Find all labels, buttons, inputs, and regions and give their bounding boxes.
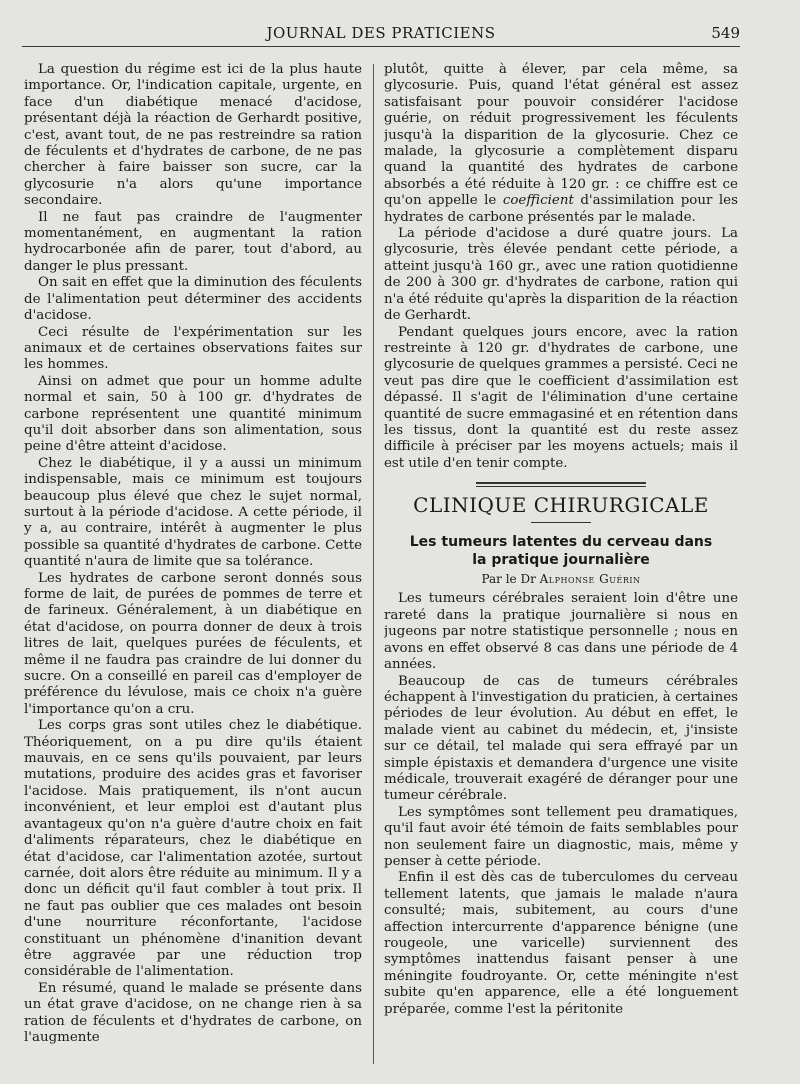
page-number: 549: [711, 24, 740, 42]
left-column: [24, 62, 362, 1072]
article-title: [394, 533, 728, 569]
paragraph: Il ne faut pas craindre de l'augmenter momentanément, en augmentant la ration hydrocarbonée afin de parer, tout d'abord, au danger le plus pressant.: [24, 209, 362, 274]
paragraph: On sait en effet que la diminution des féculents de l'alimentation peut déterminer des accidents d'acidose.: [24, 275, 362, 324]
page-header: [22, 20, 740, 47]
paragraph: Les hydrates de carbone seront donnés sous forme de lait, de purées de pommes de terre et de farineux. Généralement, à un diabétique en état d'acidose, on pourra donner de deux à trois litres de lait, quelques purées de féculents, et même il ne faudra pas craindre de lui donner du sucre. On a conseillé en pareil cas d'employer de préférence du lévulose, mais ce choix n'a guère l'importance qu'on a cru.: [24, 570, 362, 717]
paragraph: Ainsi on admet que pour un homme adulte normal et sain, 50 à 100 gr. d'hydrates de carbone représentent une quantité minimum qu'il doit absorber dans son alimentation, sous peine d'être atteint d'acidose.: [24, 373, 362, 455]
section-rule: [531, 522, 591, 524]
paragraph: Les symptômes sont tellement peu dramatiques, qu'il faut avoir été témoin de faits semblables pour non seulement faire un diagnostic, mais, même y penser à cette période.: [384, 804, 738, 869]
paragraph-text: d'assimilation pour les hydrates de carbone présentés par le malade.: [384, 193, 738, 225]
italic-term: coefficient: [502, 193, 574, 209]
byline-prefix: Par le Dr: [481, 572, 536, 587]
paragraph: Les corps gras sont utiles chez le diabétique. Théoriquement, on a pu dire qu'ils étaient mauvais, en ce sens qu'ils pouvaient, par leurs mutations, produire des acides gras et favoriser l'acidose. Mais pratiquement, ils n'ont aucun inconvénient, et leur emploi est d'autant plus avantageux qu'on n'a guère d'autre choix en fait d'aliments réparateurs, chez le diabétique en état d'acidose, car l'alimentation azotée, surtout carnée, doit alors être réduite au minimum. Il y a donc un déficit qu'il faut combler à tout prix. Il ne faut pas oublier que ces malades ont besoin d'une nourriture réconfortante, l'acidose constituant un phénomène d'inanition devant être aggravée par une réduction trop considérable de l'alimentation.: [24, 718, 362, 980]
paragraph: La période d'acidose a duré quatre jours. La glycosurie, très élevée pendant cette période, a atteint jusqu'à 160 gr., avec une ration quotidienne de 200 à 300 gr. d'hydrates de carbone, ration qui n'a été réduite qu'après la disparition de la réaction de Gerhardt.: [384, 226, 738, 324]
paragraph-text: plutôt, quitte à élever, par cela même, sa glycosurie. Puis, quand l'état général est assez satisfaisant pour pouvoir considérer l'acidose guérie, on réduit progressivement les féculents jusqu'à la disparition de la glycosurie. Chez ce malade, la glycosurie a complètement disparu quand la quantité des hydrates de carbone absorbés a été réduite à 120 gr. : ce chiffre est ce qu'on appelle le: [384, 62, 738, 209]
article-title-line: Les tumeurs latentes du cerveau dans: [409, 534, 713, 551]
paragraph: Ceci résulte de l'expérimentation sur les animaux et de certaines observations faites sur les hommes.: [24, 324, 362, 373]
paragraph: Enfin il est dès cas de tuberculomes du cerveau tellement latents, que jamais le malade n'aura consulté; mais, subitement, au cours d'une affection intercurrente d'apparence bénigne (une rougeole, une varicelle) surviennent des symptômes inattendus faisant penser à une méningite foudroyante. Or, cette méningite n'est subite qu'en apparence, elle a été longuement préparée, comme l'est la péritonite: [384, 870, 738, 1017]
byline: [384, 571, 738, 587]
byline-author: Alphonse Guérin: [539, 572, 641, 587]
column-divider: [373, 64, 374, 1064]
paragraph: La question du régime est ici de la plus haute importance. Or, l'indication capitale, urgente, en face d'un diabétique menacé d'acidose, présentant déjà la réaction de Gerhardt positive, c'est, avant tout, de ne pas restreindre sa ration de féculents et d'hydrates de carbone, de ne pas chercher à faire baisser son sucre, car la glycosurie n'a alors qu'une importance secondaire.: [24, 62, 362, 209]
running-title: JOURNAL DES PRATICIENS: [266, 24, 496, 42]
paragraph: Beaucoup de cas de tumeurs cérébrales échappent à l'investigation du praticien, à certaines périodes de leur évolution. Au début en effet, le malade vient au cabinet du médecin, et, j'insiste sur ce détail, tel malade qui sera effrayé par un simple épistaxis et demandera d'urgence une visite médicale, trouverait exagéré de déranger pour une tumeur cérébrale.: [384, 673, 738, 804]
section-title: CLINIQUE CHIRURGICALE: [413, 493, 709, 518]
article-title-line: la pratique journalière: [472, 552, 650, 569]
paragraph: En résumé, quand le malade se présente dans un état grave d'acidose, on ne change rien à sa ration de féculents et d'hydrates de carbone, on l'augmente: [24, 980, 362, 1045]
section-separator: [476, 482, 646, 487]
continued-paragraph: [384, 62, 738, 226]
paragraph: Chez le diabétique, il y a aussi un minimum indispensable, mais ce minimum est toujours beaucoup plus élevé que chez le sujet normal, surtout à la période d'acidose. A cette période, il y a, au contraire, intérêt à augmenter le plus possible sa quantité d'hydrates de carbone. Cette quantité n'aura de limite que sa tolérance.: [24, 455, 362, 570]
paragraph: Pendant quelques jours encore, avec la ration restreinte à 120 gr. d'hydrates de carbone, une glycosurie de quelques grammes a persisté. Ceci ne veut pas dire que le coefficient d'assimilation est dépassé. Il s'agit de l'élimination d'une certaine quantité de sucre emmagasiné et en rétention dans les tissus, dont la quantité est du reste assez difficile à préciser par les moyens actuels; mais il est utile d'en tenir compte.: [384, 324, 738, 471]
right-column: [384, 62, 738, 1072]
paragraph: Les tumeurs cérébrales seraient loin d'être une rareté dans la pratique journalière si nous en jugeons par notre statistique personnelle ; nous en avons en effet observé 8 cas dans une période de 4 années.: [384, 591, 738, 673]
